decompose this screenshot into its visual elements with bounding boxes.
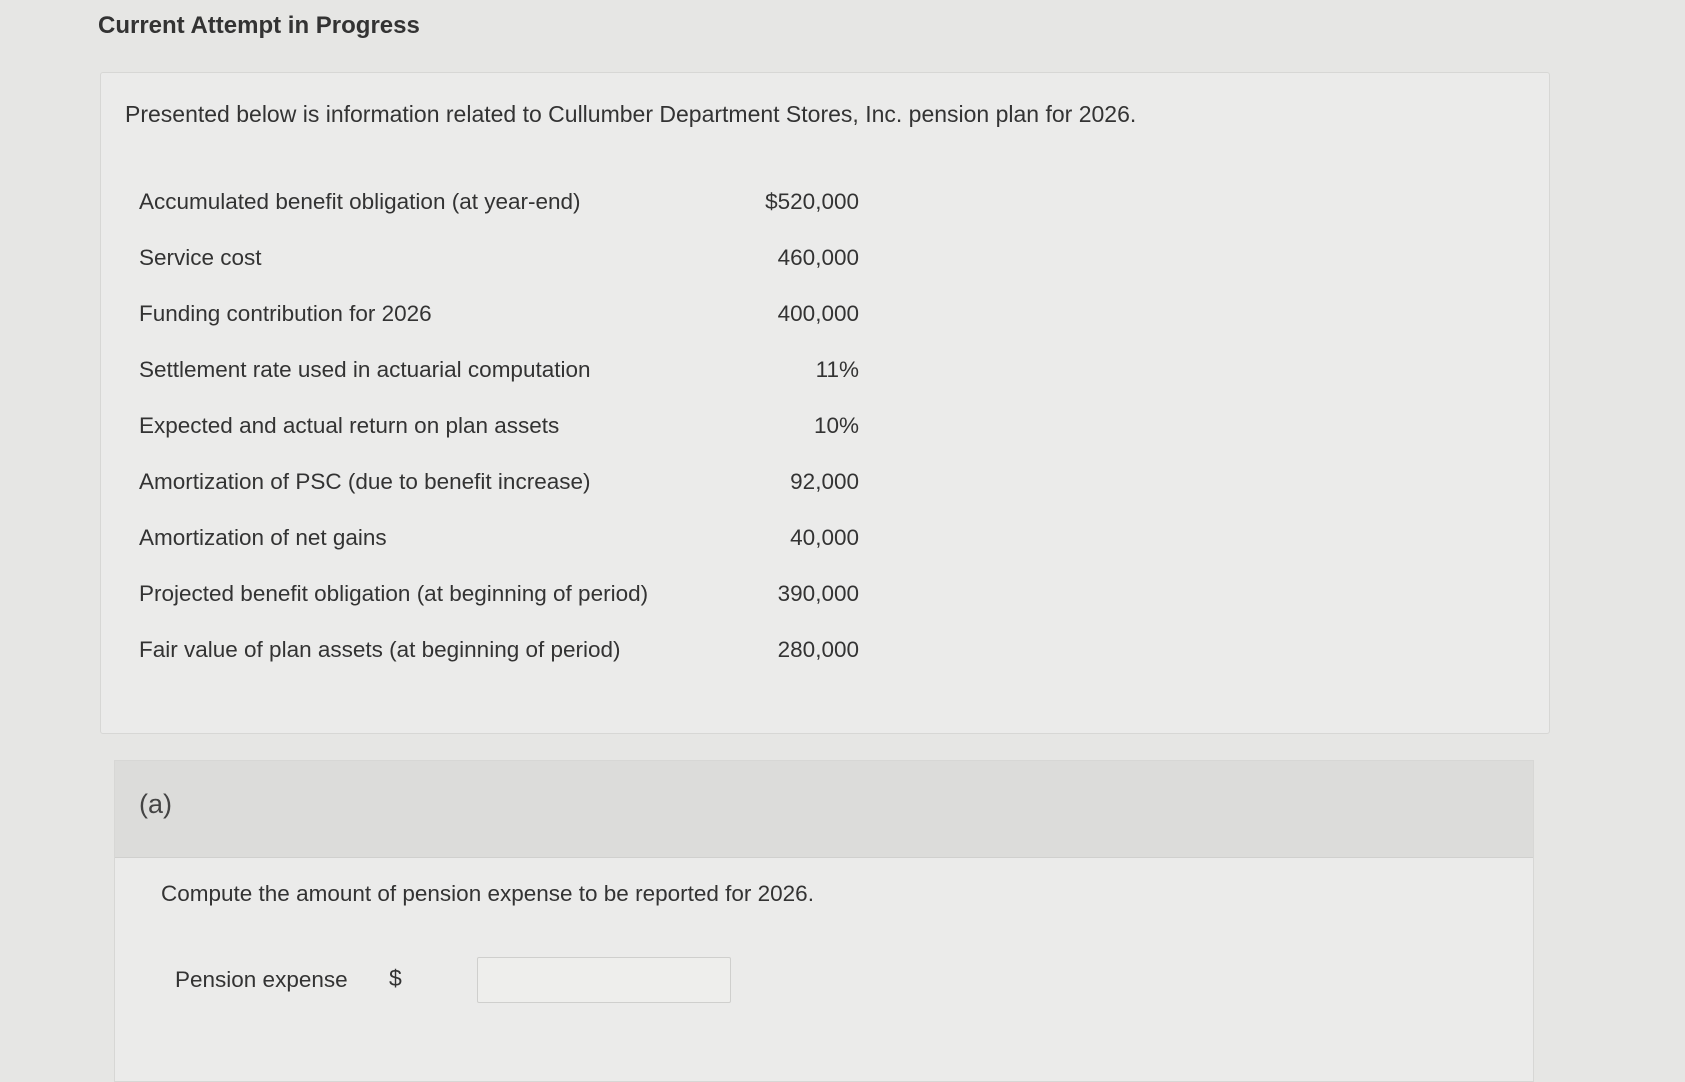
problem-intro: Presented below is information related to Cullumber Department Stores, Inc. pension plan for 2026. bbox=[125, 101, 1137, 127]
row-value: $520,000 bbox=[765, 189, 859, 214]
row-value: 460,000 bbox=[777, 245, 859, 270]
row-value: 11% bbox=[815, 357, 859, 382]
part-label: (a) bbox=[139, 789, 172, 819]
table-row bbox=[139, 289, 859, 345]
row-label: Fair value of plan assets (at beginning of period) bbox=[139, 637, 621, 662]
row-label: Accumulated benefit obligation (at year-end) bbox=[139, 189, 581, 214]
row-value: 400,000 bbox=[777, 301, 859, 326]
row-label: Service cost bbox=[139, 245, 262, 270]
page-title: Current Attempt in Progress bbox=[98, 12, 420, 39]
table-row bbox=[139, 233, 859, 289]
row-value: 92,000 bbox=[790, 469, 859, 494]
table-row bbox=[139, 177, 859, 233]
row-label: Projected benefit obligation (at beginning of period) bbox=[139, 581, 649, 606]
question-text: Compute the amount of pension expense to be reported for 2026. bbox=[161, 881, 814, 906]
table-row bbox=[139, 345, 859, 401]
table-row bbox=[139, 625, 859, 681]
row-label: Expected and actual return on plan assets bbox=[139, 413, 560, 438]
row-label: Amortization of PSC (due to benefit increase) bbox=[139, 469, 591, 494]
problem-info-panel bbox=[100, 72, 1550, 734]
pension-expense-label: Pension expense bbox=[175, 967, 348, 992]
row-value: 390,000 bbox=[777, 581, 859, 606]
row-label: Funding contribution for 2026 bbox=[139, 301, 432, 326]
row-value: 40,000 bbox=[790, 525, 859, 550]
row-value: 10% bbox=[813, 413, 859, 438]
pension-expense-row bbox=[175, 957, 775, 1005]
row-label: Amortization of net gains bbox=[139, 525, 387, 550]
table-row bbox=[139, 401, 859, 457]
table-row bbox=[139, 513, 859, 569]
row-label: Settlement rate used in actuarial computation bbox=[139, 357, 591, 382]
pension-expense-input[interactable] bbox=[477, 957, 731, 1003]
dollar-sign: $ bbox=[389, 965, 402, 991]
pension-data-table bbox=[139, 177, 859, 681]
table-row bbox=[139, 569, 859, 625]
part-a-header bbox=[115, 761, 1533, 858]
part-a-panel bbox=[114, 760, 1534, 1082]
table-row bbox=[139, 457, 859, 513]
row-value: 280,000 bbox=[777, 637, 859, 662]
